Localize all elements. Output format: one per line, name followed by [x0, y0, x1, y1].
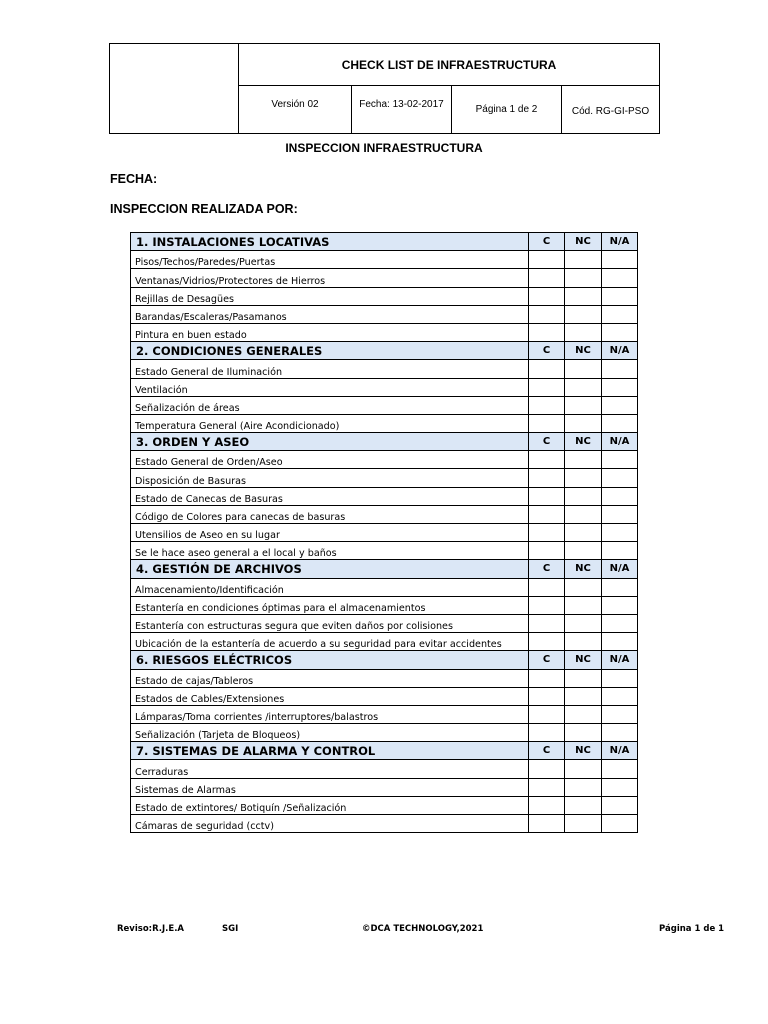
footer-page: Página 1 de 1: [659, 924, 725, 934]
check-cell-nc[interactable]: [565, 378, 602, 396]
check-cell-nc[interactable]: [565, 724, 602, 742]
check-cell-c[interactable]: [529, 360, 565, 378]
checklist-row: [131, 815, 638, 833]
checklist-row: [131, 251, 638, 269]
checklist-row: [131, 287, 638, 305]
checklist-item-label: Señalización (Tarjeta de Bloqueos): [131, 724, 529, 742]
check-cell-c[interactable]: [529, 796, 565, 814]
checklist-item-label: Estado de extintores/ Botiquín /Señalización: [131, 796, 529, 814]
checklist-row: [131, 414, 638, 432]
check-cell-c[interactable]: [529, 633, 565, 651]
check-cell-na[interactable]: [602, 669, 638, 687]
version-cell: Versión 02: [239, 86, 352, 134]
column-header-c: C: [529, 651, 565, 669]
checklist-item-label: Estado General de Orden/Aseo: [131, 451, 529, 469]
check-cell-na[interactable]: [602, 796, 638, 814]
checklist-row: [131, 396, 638, 414]
header-title: CHECK LIST DE INFRAESTRUCTURA: [239, 44, 660, 86]
page-cell: Página 1 de 2: [452, 86, 562, 134]
checklist-item-label: Código de Colores para canecas de basuras: [131, 505, 529, 523]
check-cell-na[interactable]: [602, 360, 638, 378]
section-header-row: [131, 742, 638, 760]
checklist-row: [131, 633, 638, 651]
checklist-item-label: Cámaras de seguridad (cctv): [131, 815, 529, 833]
column-header-nc: NC: [565, 233, 602, 251]
footer-sgi: SGI: [222, 924, 239, 934]
section-header-row: [131, 560, 638, 578]
checklist-item-label: Sistemas de Alarmas: [131, 778, 529, 796]
check-cell-c[interactable]: [529, 596, 565, 614]
checklist-item-label: Lámparas/Toma corrientes /interruptores/balastros: [131, 705, 529, 723]
fecha-label: FECHA:: [110, 172, 158, 186]
code-cell: Cód. RG-GI-PSO: [562, 86, 660, 134]
footer-copyright: ©DCA TECHNOLOGY,2021: [362, 924, 484, 934]
checklist-item-label: Estado de Canecas de Basuras: [131, 487, 529, 505]
checklist-row: [131, 360, 638, 378]
check-cell-c[interactable]: [529, 378, 565, 396]
check-cell-na[interactable]: [602, 323, 638, 341]
check-cell-nc[interactable]: [565, 505, 602, 523]
check-cell-c[interactable]: [529, 524, 565, 542]
checklist-item-label: Estado de cajas/Tableros: [131, 669, 529, 687]
checklist-row: [131, 542, 638, 560]
checklist-item-label: Ubicación de la estantería de acuerdo a su seguridad para evitar accidentes: [131, 633, 529, 651]
check-cell-nc[interactable]: [565, 524, 602, 542]
checklist-row: [131, 578, 638, 596]
check-cell-na[interactable]: [602, 469, 638, 487]
realizada-label: INSPECCION REALIZADA POR:: [110, 202, 298, 216]
check-cell-c[interactable]: [529, 578, 565, 596]
checklist-item-label: Estados de Cables/Extensiones: [131, 687, 529, 705]
date-cell: Fecha: 13-02-2017: [352, 86, 452, 134]
check-cell-nc[interactable]: [565, 687, 602, 705]
check-cell-nc[interactable]: [565, 287, 602, 305]
checklist-row: [131, 760, 638, 778]
section-title: 3. ORDEN Y ASEO: [131, 433, 529, 451]
checklist-item-label: Pintura en buen estado: [131, 323, 529, 341]
check-cell-c[interactable]: [529, 451, 565, 469]
check-cell-na[interactable]: [602, 687, 638, 705]
check-cell-nc[interactable]: [565, 269, 602, 287]
check-cell-c[interactable]: [529, 505, 565, 523]
check-cell-c[interactable]: [529, 305, 565, 323]
section-title: 6. RIESGOS ELÉCTRICOS: [131, 651, 529, 669]
checklist-item-label: Pisos/Techos/Paredes/Puertas: [131, 251, 529, 269]
check-cell-nc[interactable]: [565, 360, 602, 378]
checklist-row: [131, 687, 638, 705]
checklist-row: [131, 796, 638, 814]
checklist-row: [131, 378, 638, 396]
checklist-row: [131, 724, 638, 742]
column-header-c: C: [529, 560, 565, 578]
check-cell-c[interactable]: [529, 542, 565, 560]
check-cell-nc[interactable]: [565, 614, 602, 632]
check-cell-c[interactable]: [529, 396, 565, 414]
section-title: 4. GESTIÓN DE ARCHIVOS: [131, 560, 529, 578]
check-cell-nc[interactable]: [565, 633, 602, 651]
column-header-nc: NC: [565, 342, 602, 360]
check-cell-na[interactable]: [602, 778, 638, 796]
check-cell-nc[interactable]: [565, 323, 602, 341]
checklist-row: [131, 596, 638, 614]
column-header-nc: NC: [565, 742, 602, 760]
check-cell-c[interactable]: [529, 269, 565, 287]
check-cell-c[interactable]: [529, 287, 565, 305]
column-header-na: N/A: [602, 342, 638, 360]
check-cell-nc[interactable]: [565, 451, 602, 469]
check-cell-na[interactable]: [602, 614, 638, 632]
section-header-row: [131, 651, 638, 669]
column-header-na: N/A: [602, 742, 638, 760]
checklist-row: [131, 505, 638, 523]
footer-reviso: Reviso:R.J.E.A: [117, 924, 184, 934]
checklist-item-label: Ventilación: [131, 378, 529, 396]
check-cell-c[interactable]: [529, 687, 565, 705]
checklist-item-label: Se le hace aseo general a el local y baños: [131, 542, 529, 560]
check-cell-nc[interactable]: [565, 469, 602, 487]
check-cell-na[interactable]: [602, 396, 638, 414]
check-cell-c[interactable]: [529, 778, 565, 796]
section-header-row: [131, 433, 638, 451]
check-cell-na[interactable]: [602, 378, 638, 396]
check-cell-nc[interactable]: [565, 596, 602, 614]
checklist-row: [131, 778, 638, 796]
checklist-item-label: Disposición de Basuras: [131, 469, 529, 487]
checklist-item-label: Almacenamiento/Identificación: [131, 578, 529, 596]
checklist-row: [131, 451, 638, 469]
check-cell-na[interactable]: [602, 451, 638, 469]
column-header-c: C: [529, 433, 565, 451]
checklist-item-label: Estado General de Iluminación: [131, 360, 529, 378]
check-cell-c[interactable]: [529, 760, 565, 778]
check-cell-nc[interactable]: [565, 305, 602, 323]
checklist-row: [131, 705, 638, 723]
section-title: 2. CONDICIONES GENERALES: [131, 342, 529, 360]
check-cell-c[interactable]: [529, 487, 565, 505]
check-cell-c[interactable]: [529, 724, 565, 742]
checklist-item-label: Temperatura General (Aire Acondicionado): [131, 414, 529, 432]
check-cell-na[interactable]: [602, 596, 638, 614]
check-cell-na[interactable]: [602, 815, 638, 833]
check-cell-na[interactable]: [602, 524, 638, 542]
column-header-nc: NC: [565, 433, 602, 451]
check-cell-nc[interactable]: [565, 796, 602, 814]
checklist-row: [131, 669, 638, 687]
check-cell-c[interactable]: [529, 815, 565, 833]
check-cell-c[interactable]: [529, 669, 565, 687]
check-cell-na[interactable]: [602, 705, 638, 723]
checklist-row: [131, 305, 638, 323]
check-cell-c[interactable]: [529, 414, 565, 432]
check-cell-na[interactable]: [602, 305, 638, 323]
column-header-nc: NC: [565, 560, 602, 578]
page-title: INSPECCION INFRAESTRUCTURA: [285, 141, 483, 155]
column-header-c: C: [529, 233, 565, 251]
section-title: 1. INSTALACIONES LOCATIVAS: [131, 233, 529, 251]
check-cell-na[interactable]: [602, 269, 638, 287]
column-header-na: N/A: [602, 560, 638, 578]
check-cell-nc[interactable]: [565, 251, 602, 269]
section-header-row: [131, 233, 638, 251]
section-header-row: [131, 342, 638, 360]
check-cell-na[interactable]: [602, 724, 638, 742]
check-cell-nc[interactable]: [565, 760, 602, 778]
checklist-row: [131, 323, 638, 341]
check-cell-nc[interactable]: [565, 542, 602, 560]
checklist-item-label: Estantería en condiciones óptimas para el almacenamientos: [131, 596, 529, 614]
check-cell-na[interactable]: [602, 578, 638, 596]
logo-cell: [110, 44, 239, 134]
check-cell-na[interactable]: [602, 760, 638, 778]
document-header: [109, 43, 660, 134]
check-cell-c[interactable]: [529, 614, 565, 632]
checklist-row: [131, 269, 638, 287]
checklist-item-label: Estantería con estructuras segura que eviten daños por colisiones: [131, 614, 529, 632]
check-cell-na[interactable]: [602, 505, 638, 523]
check-cell-c[interactable]: [529, 251, 565, 269]
check-cell-c[interactable]: [529, 469, 565, 487]
check-cell-c[interactable]: [529, 323, 565, 341]
check-cell-nc[interactable]: [565, 778, 602, 796]
check-cell-nc[interactable]: [565, 705, 602, 723]
check-cell-nc[interactable]: [565, 414, 602, 432]
check-cell-na[interactable]: [602, 287, 638, 305]
checklist-item-label: Utensilios de Aseo en su lugar: [131, 524, 529, 542]
checklist-table: [130, 232, 638, 833]
check-cell-na[interactable]: [602, 251, 638, 269]
check-cell-nc[interactable]: [565, 487, 602, 505]
checklist-item-label: Señalización de áreas: [131, 396, 529, 414]
checklist-item-label: Rejillas de Desagües: [131, 287, 529, 305]
column-header-c: C: [529, 742, 565, 760]
check-cell-c[interactable]: [529, 705, 565, 723]
column-header-na: N/A: [602, 651, 638, 669]
check-cell-na[interactable]: [602, 487, 638, 505]
checklist-row: [131, 487, 638, 505]
column-header-na: N/A: [602, 433, 638, 451]
checklist-row: [131, 524, 638, 542]
check-cell-nc[interactable]: [565, 669, 602, 687]
checklist-item-label: Barandas/Escaleras/Pasamanos: [131, 305, 529, 323]
check-cell-nc[interactable]: [565, 815, 602, 833]
check-cell-na[interactable]: [602, 542, 638, 560]
column-header-c: C: [529, 342, 565, 360]
check-cell-na[interactable]: [602, 633, 638, 651]
checklist-row: [131, 469, 638, 487]
checklist-row: [131, 614, 638, 632]
checklist-item-label: Ventanas/Vidrios/Protectores de Hierros: [131, 269, 529, 287]
check-cell-nc[interactable]: [565, 396, 602, 414]
column-header-na: N/A: [602, 233, 638, 251]
column-header-nc: NC: [565, 651, 602, 669]
check-cell-na[interactable]: [602, 414, 638, 432]
check-cell-nc[interactable]: [565, 578, 602, 596]
checklist-item-label: Cerraduras: [131, 760, 529, 778]
section-title: 7. SISTEMAS DE ALARMA Y CONTROL: [131, 742, 529, 760]
